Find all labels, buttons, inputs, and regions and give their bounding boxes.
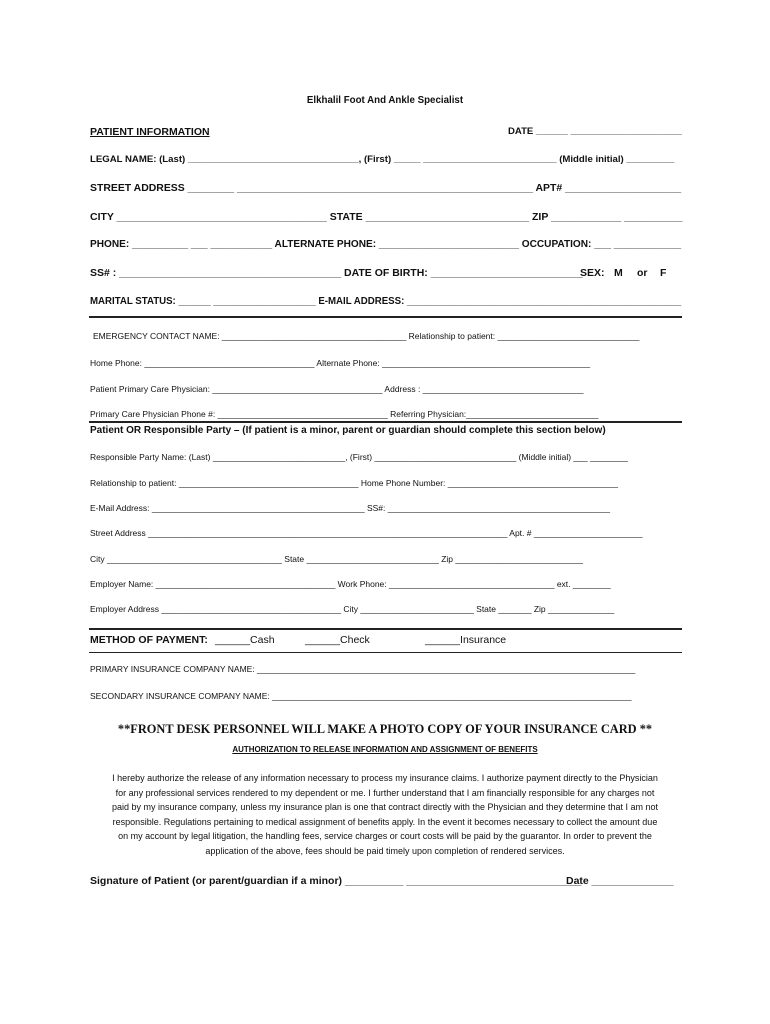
section-divider bbox=[89, 316, 682, 318]
signature-field[interactable]: Signature of Patient (or parent/guardian if a minor) __________ ______________________________ bbox=[90, 875, 582, 887]
practice-name: Elkhalil Foot And Ankle Specialist bbox=[306, 95, 464, 106]
authorization-line: I hereby authorize the release of any information necessary to process my insurance claims. I authorize payment directly to the Physician bbox=[112, 773, 658, 783]
payment-check-option[interactable]: ______Check bbox=[305, 634, 370, 646]
responsible-party-name-field[interactable]: Responsible Party Name: (Last) ____________________________, (First) ______________________________ (Middle initial) ___ ________ bbox=[90, 452, 628, 462]
authorization-line: application of the above, fees should be paid timely upon completion of rendered services. bbox=[205, 845, 565, 856]
authorization-line: responsible. Regulations pertaining to medical assignment of benefits apply. In the event it becomes necessary to collect the amount due bbox=[112, 816, 658, 827]
home-phone-field[interactable]: Home Phone: ____________________________________ Alternate Phone: ____________________________________________ bbox=[90, 358, 591, 368]
sex-or-text: or bbox=[637, 267, 648, 279]
employer-name-field[interactable]: Employer Name: ______________________________________ Work Phone: ___________________________________ ext. ________ bbox=[90, 579, 611, 589]
patient-info-heading: PATIENT INFORMATION bbox=[90, 126, 210, 138]
payment-insurance-option[interactable]: ______Insurance bbox=[425, 634, 507, 646]
employer-address-field[interactable]: Employer Address ______________________________________ City ________________________ State _______ Zip ______________ bbox=[90, 604, 615, 614]
relationship-field[interactable]: Relationship to patient: ______________________________________ Home Phone Number: ____________________________________ bbox=[90, 478, 618, 488]
section-divider bbox=[89, 652, 682, 653]
city-state-zip-field[interactable]: CITY ____________________________________ STATE ____________________________ ZIP ____________ __________ bbox=[90, 211, 683, 223]
marital-email-field[interactable]: MARITAL STATUS: ______ ___________________ E-MAIL ADDRESS: ___________________________________________________ bbox=[90, 296, 682, 307]
ss-dob-field[interactable]: SS# : ______________________________________ DATE OF BIRTH: __________________________ bbox=[90, 267, 583, 279]
section-divider bbox=[89, 421, 682, 423]
authorization-line: for any professional services rendered to my dependent or me. I further understand that I am financially responsible for any charges not bbox=[115, 787, 655, 798]
primary-care-physician-field[interactable]: Patient Primary Care Physician: ____________________________________ Address : __________________________________ bbox=[90, 384, 584, 394]
rp-email-ss-field[interactable]: E-Mail Address: _____________________________________________ SS#: _______________________________________________ bbox=[90, 503, 610, 513]
sex-option-f[interactable]: F bbox=[660, 267, 667, 279]
payment-cash-option[interactable]: ______Cash bbox=[215, 634, 275, 646]
secondary-insurance-field[interactable]: SECONDARY INSURANCE COMPANY NAME: ____________________________________________________________________________ bbox=[90, 691, 632, 701]
phone-field[interactable]: PHONE: __________ ___ ___________ ALTERNATE PHONE: _________________________ OCCUPATION: ___ ____________ bbox=[90, 239, 682, 250]
date-field[interactable]: DATE ______ _____________________ bbox=[508, 126, 682, 137]
authorization-line: on my account by legal litigation, the handling fees, service charges or court costs will be paid by the guarantor. In order to prevent the bbox=[118, 831, 652, 842]
emergency-contact-field[interactable]: EMERGENCY CONTACT NAME: _______________________________________ Relationship to patient: ______________________________ bbox=[93, 331, 640, 341]
legal-name-field[interactable]: LEGAL NAME: (Last) ________________________________, (First) _____ _________________________ (Middle initial) _________ bbox=[90, 154, 675, 165]
street-address-field[interactable]: STREET ADDRESS ________ ___________________________________________________ APT# ____________________ bbox=[90, 183, 682, 194]
sex-option-m[interactable]: M bbox=[614, 267, 623, 279]
signature-date-field[interactable]: Date ______________ bbox=[566, 875, 674, 887]
rp-city-state-zip-field[interactable]: City _____________________________________ State ____________________________ Zip ___________________________ bbox=[90, 554, 584, 564]
pcp-phone-field[interactable]: Primary Care Physician Phone #: ____________________________________ Referring Physician:____________________________ bbox=[90, 409, 599, 419]
primary-insurance-field[interactable]: PRIMARY INSURANCE COMPANY NAME: ________________________________________________________________________________ bbox=[90, 664, 636, 674]
authorization-paragraph bbox=[92, 771, 678, 859]
section-divider bbox=[89, 628, 682, 630]
authorization-title: AUTHORIZATION TO RELEASE INFORMATION AND ASSIGNMENT OF BENEFITS bbox=[232, 745, 538, 754]
rp-street-address-field[interactable]: Street Address ____________________________________________________________________________ Apt. # _______________________ bbox=[90, 528, 643, 538]
payment-method-label: METHOD OF PAYMENT: bbox=[90, 634, 208, 646]
responsible-party-heading: Patient OR Responsible Party – (If patient is a minor, parent or guardian should complete this section below) bbox=[90, 425, 606, 436]
insurance-card-notice: **FRONT DESK PERSONNEL WILL MAKE A PHOTO COPY OF YOUR INSURANCE CARD ** bbox=[117, 722, 653, 736]
authorization-line: paid by my insurance company, unless my insurance plan is one that contract directly with the Physician and they determine that I am not bbox=[111, 802, 659, 813]
sex-label: SEX: bbox=[580, 267, 605, 279]
